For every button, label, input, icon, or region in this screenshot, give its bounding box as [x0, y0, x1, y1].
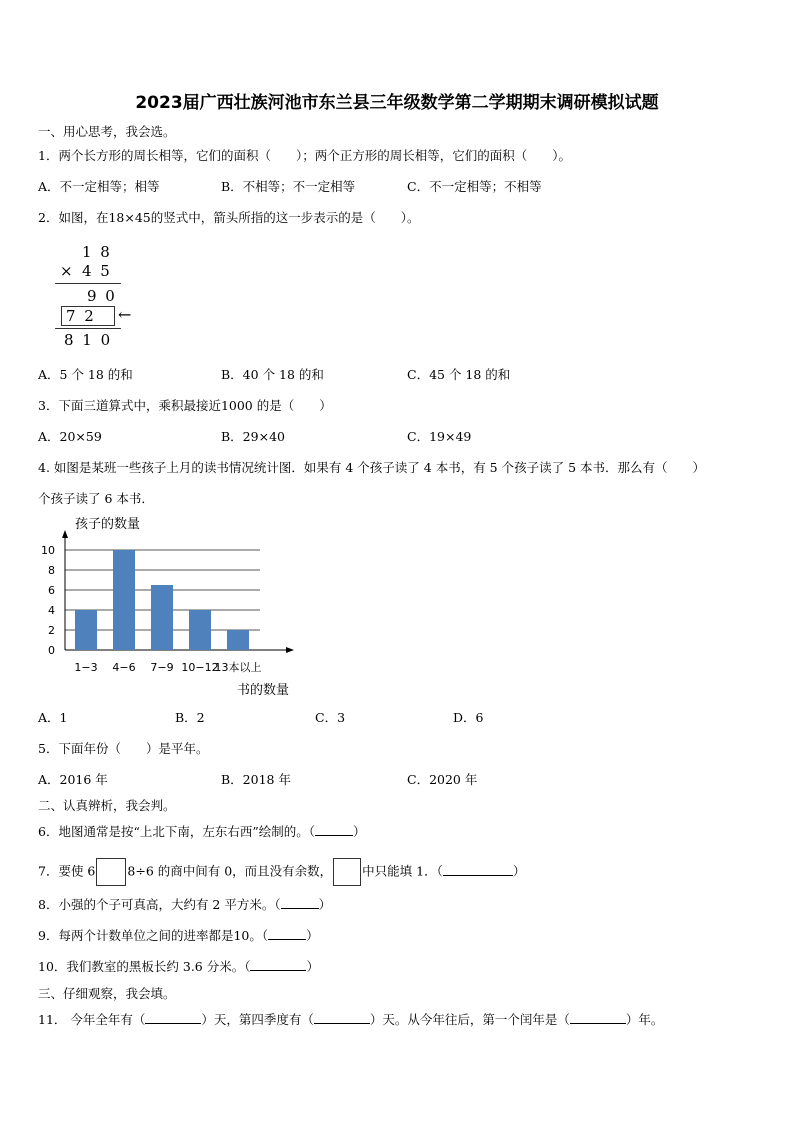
q4-option-c[interactable]: C．3 — [315, 710, 346, 725]
q3-option-b[interactable]: B．29×40 — [221, 429, 285, 444]
q11-leap-year-blank[interactable] — [570, 1023, 626, 1024]
bar — [189, 610, 211, 650]
calc-result: 8 1 0 — [64, 331, 113, 349]
q7-close: ） — [512, 863, 526, 879]
q1-option-a[interactable]: A．不一定相等；相等 — [38, 179, 160, 194]
y-axis-title: 孩子的数量 — [75, 517, 141, 532]
q9-text: 9．每两个计数单位之间的进率都是10。（ — [38, 928, 269, 943]
q1-option-c[interactable]: C．不一定相等；不相等 — [407, 179, 542, 194]
q11-days-year-blank[interactable] — [145, 1023, 201, 1024]
q2-option-a[interactable]: A．5 个 18 的和 — [38, 367, 133, 382]
q1-option-b[interactable]: B．不相等；不一定相等 — [221, 179, 356, 194]
calc-partial-2: 7 2 — [66, 307, 96, 325]
x-tick-label: 7−9 — [150, 661, 174, 674]
question-6 — [38, 822, 366, 840]
y-tick-label: 4 — [48, 604, 55, 617]
question-7 — [38, 858, 525, 886]
q6-close: ） — [353, 824, 366, 839]
q3-option-c[interactable]: C．19×49 — [407, 429, 472, 444]
q7-digit-box-2[interactable] — [333, 858, 361, 886]
vertical-multiplication-figure — [50, 243, 150, 351]
q11-text-part4: ）年。 — [625, 1012, 664, 1027]
q4-option-a[interactable]: A．1 — [38, 710, 68, 725]
y-tick-label: 0 — [48, 644, 55, 657]
question-1: 1．两个长方形的周长相等，它们的面积（ ）；两个正方形的周长相等，它们的面积（ ）。 — [38, 148, 571, 163]
reading-bar-chart — [30, 510, 320, 705]
bar — [227, 630, 249, 650]
q3-option-a[interactable]: A．20×59 — [38, 429, 102, 444]
calc-top-number: 1 8 — [82, 243, 112, 261]
arrow-left-icon: ← — [118, 305, 132, 324]
q8-text: 8．小强的个子可真高，大约有 2 平方米。（ — [38, 897, 281, 912]
q9-close: ） — [306, 928, 319, 943]
bar — [113, 550, 135, 650]
q5-option-c[interactable]: C．2020 年 — [407, 772, 478, 787]
q8-close: ） — [318, 897, 332, 912]
x-tick-label: 4−6 — [112, 661, 136, 674]
section-heading-choice: 一、用心思考，我会选。 — [38, 124, 176, 139]
q4-option-d[interactable]: D．6 — [453, 710, 484, 725]
question-5: 5．下面年份（ ）是平年。 — [38, 741, 209, 756]
bar — [75, 610, 97, 650]
q6-answer-blank[interactable] — [315, 835, 353, 836]
q10-answer-blank[interactable] — [250, 970, 306, 971]
question-9 — [38, 926, 319, 944]
calc-times-sign: × — [60, 262, 73, 280]
question-3: 3．下面三道算式中，乘积最接近1000 的是（ ） — [38, 398, 332, 413]
y-tick-label: 6 — [48, 584, 55, 597]
q7-text-part3: 中只能填 1．（ — [362, 863, 443, 879]
q11-text-part3: ）天。从今年往后，第一个闰年是（ — [369, 1012, 570, 1027]
q10-text: 10．我们教室的黑板长约 3.6 分米。（ — [38, 959, 251, 974]
question-4-line-1: 4. 如图是某班一些孩子上月的读书情况统计图．如果有 4 个孩子读了 4 本书，有 5 个孩子读了 5 本书．那么有（ ） — [38, 460, 706, 475]
question-2: 2．如图，在18×45的竖式中，箭头所指的这一步表示的是（ ）。 — [38, 210, 420, 225]
q7-text-part2: 8÷6 的商中间有 0，而且没有余数， — [127, 863, 333, 879]
y-tick-label: 8 — [48, 564, 55, 577]
q10-close: ） — [306, 959, 319, 974]
question-4-line-2: 个孩子读了 6 本书． — [38, 491, 154, 506]
x-tick-label: 13本以上 — [214, 661, 262, 674]
question-10 — [38, 957, 319, 975]
y-axis-arrow-icon — [62, 530, 68, 538]
q7-digit-box-1[interactable] — [96, 858, 126, 886]
page-title: 2023届广西壮族河池市东兰县三年级数学第二学期期末调研模拟试题 — [135, 93, 659, 113]
q2-option-c[interactable]: C．45 个 18 的和 — [407, 367, 511, 382]
q11-text-part1: 11． 今年全年有（ — [38, 1012, 146, 1027]
calc-partial-1: 9 0 — [87, 287, 117, 305]
y-tick-label: 10 — [41, 544, 55, 557]
section-heading-fill: 三、仔细观察，我会填。 — [38, 986, 176, 1001]
bar — [151, 585, 173, 650]
q7-answer-blank[interactable] — [443, 875, 513, 876]
q5-option-a[interactable]: A．2016 年 — [38, 772, 108, 787]
calc-line-2 — [55, 328, 121, 329]
q9-answer-blank[interactable] — [268, 939, 306, 940]
q8-answer-blank[interactable] — [281, 908, 319, 909]
q2-option-b[interactable]: B．40 个 18 的和 — [221, 367, 324, 382]
question-11 — [38, 1010, 663, 1028]
x-axis-arrow-icon — [286, 647, 294, 653]
x-axis-title: 书的数量 — [237, 683, 290, 698]
q11-text-part2: ）天，第四季度有（ — [201, 1012, 314, 1027]
q6-text: 6．地图通常是按“上北下南，左东右西”绘制的。（ — [38, 824, 315, 839]
calc-multiplier: 4 5 — [82, 262, 112, 280]
q7-text-part1: 7．要使 6 — [38, 863, 96, 879]
q5-option-b[interactable]: B．2018 年 — [221, 772, 291, 787]
q4-option-b[interactable]: B．2 — [175, 710, 205, 725]
question-8 — [38, 895, 331, 913]
calc-line-1 — [55, 283, 121, 284]
x-tick-label: 10−12 — [181, 661, 219, 674]
section-heading-judge: 二、认真辨析，我会判。 — [38, 798, 176, 813]
q11-days-q4-blank[interactable] — [314, 1023, 370, 1024]
x-tick-label: 1−3 — [74, 661, 98, 674]
y-tick-label: 2 — [48, 624, 55, 637]
